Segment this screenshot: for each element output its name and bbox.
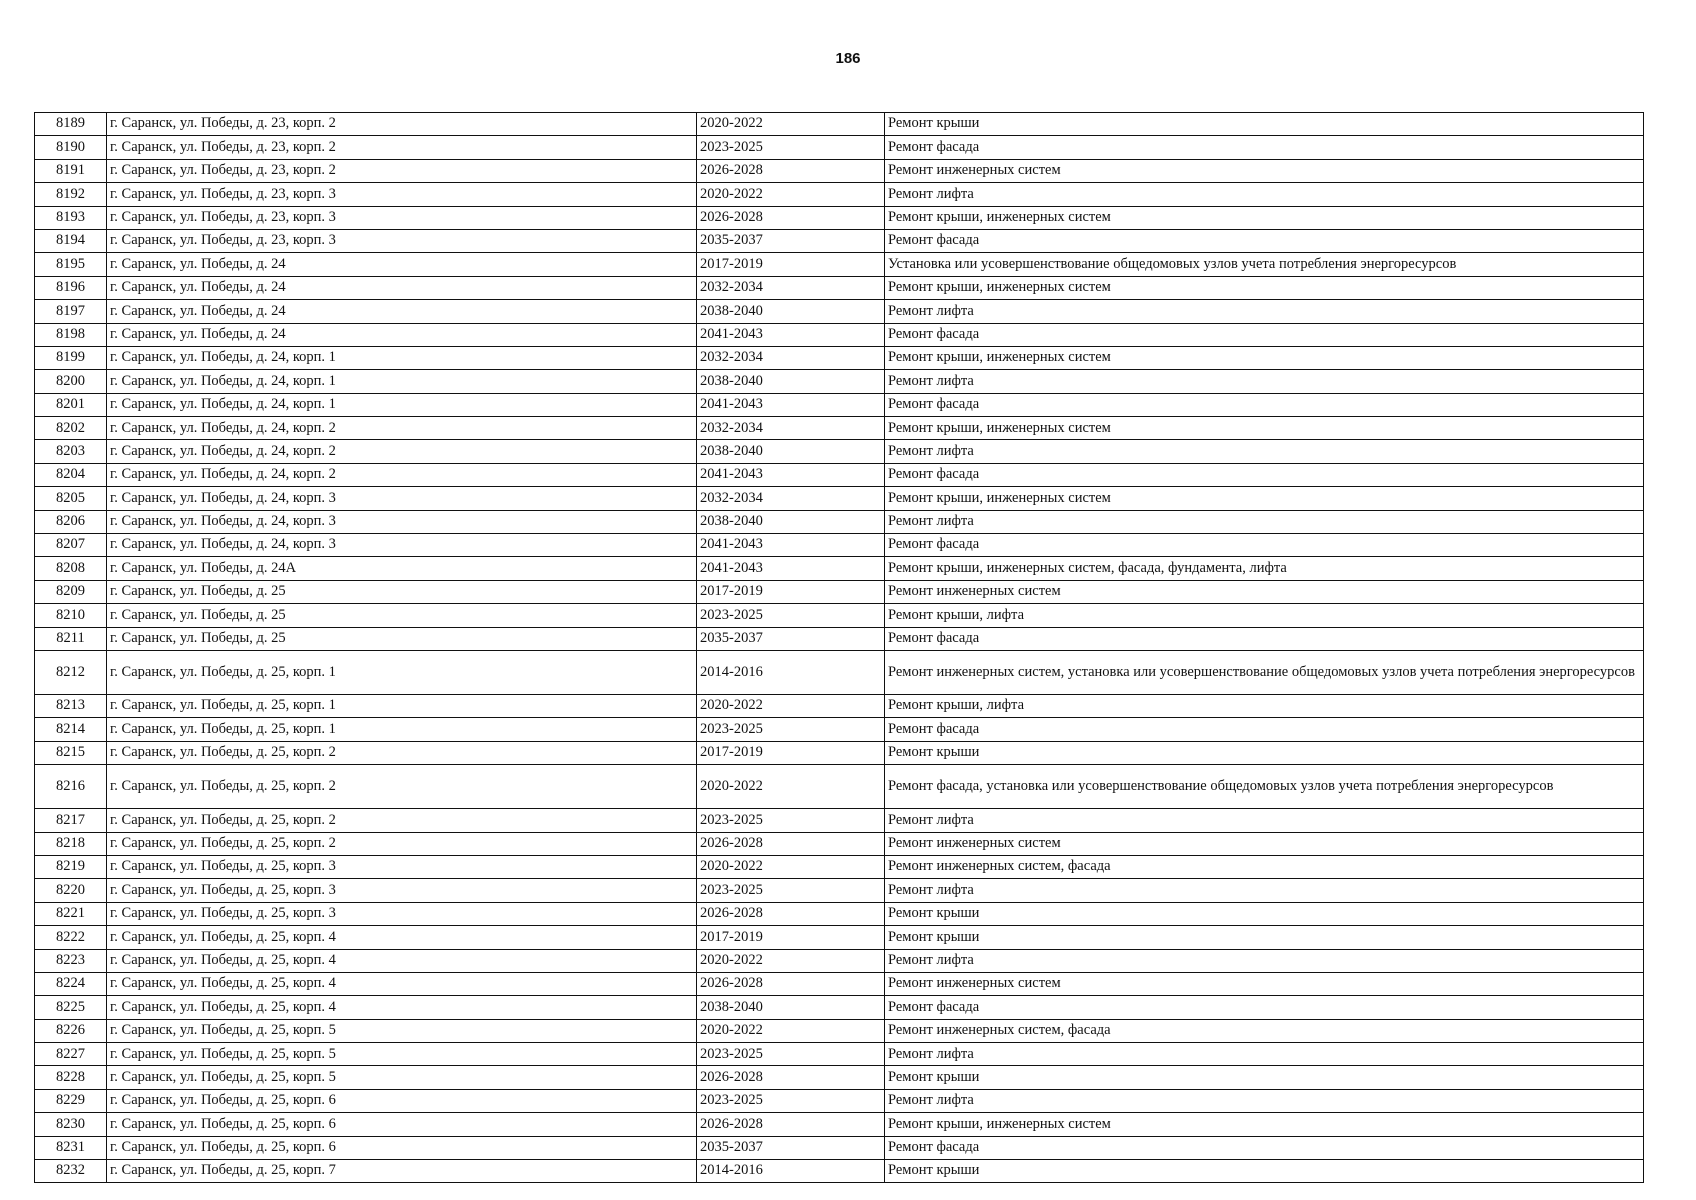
row-number-cell: 8224	[35, 972, 107, 995]
table-row	[35, 346, 1644, 369]
period-cell: 2032-2034	[697, 417, 885, 440]
work-type-cell: Ремонт крыши	[885, 113, 1644, 136]
row-number-cell: 8207	[35, 534, 107, 557]
row-number-cell: 8206	[35, 510, 107, 533]
period-cell: 2023-2025	[697, 1043, 885, 1066]
row-number-cell: 8230	[35, 1113, 107, 1136]
address-cell: г. Саранск, ул. Победы, д. 25, корп. 2	[107, 741, 697, 764]
row-number-cell: 8212	[35, 650, 107, 694]
work-type-cell: Ремонт лифта	[885, 183, 1644, 206]
work-type-cell: Ремонт инженерных систем	[885, 972, 1644, 995]
row-number-cell: 8189	[35, 113, 107, 136]
period-cell: 2014-2016	[697, 650, 885, 694]
table-row	[35, 183, 1644, 206]
work-type-cell: Ремонт лифта	[885, 440, 1644, 463]
period-cell: 2020-2022	[697, 113, 885, 136]
period-cell: 2020-2022	[697, 855, 885, 878]
address-cell: г. Саранск, ул. Победы, д. 23, корп. 2	[107, 136, 697, 159]
work-type-cell: Ремонт крыши, инженерных систем	[885, 276, 1644, 299]
work-type-cell: Ремонт фасада	[885, 1136, 1644, 1159]
table-row	[35, 534, 1644, 557]
row-number-cell: 8204	[35, 463, 107, 486]
period-cell: 2035-2037	[697, 1136, 885, 1159]
period-cell: 2032-2034	[697, 487, 885, 510]
table-row	[35, 300, 1644, 323]
address-cell: г. Саранск, ул. Победы, д. 24, корп. 2	[107, 417, 697, 440]
work-type-cell: Ремонт инженерных систем, фасада	[885, 1019, 1644, 1042]
period-cell: 2020-2022	[697, 694, 885, 717]
table-row	[35, 136, 1644, 159]
table-row	[35, 1043, 1644, 1066]
work-type-cell: Ремонт крыши	[885, 741, 1644, 764]
table-row	[35, 487, 1644, 510]
row-number-cell: 8199	[35, 346, 107, 369]
period-cell: 2041-2043	[697, 534, 885, 557]
period-cell: 2020-2022	[697, 949, 885, 972]
address-cell: г. Саранск, ул. Победы, д. 25, корп. 2	[107, 809, 697, 832]
row-number-cell: 8228	[35, 1066, 107, 1089]
row-number-cell: 8210	[35, 604, 107, 627]
row-number-cell: 8223	[35, 949, 107, 972]
period-cell: 2023-2025	[697, 809, 885, 832]
address-cell: г. Саранск, ул. Победы, д. 25, корп. 5	[107, 1066, 697, 1089]
row-number-cell: 8203	[35, 440, 107, 463]
row-number-cell: 8214	[35, 718, 107, 741]
row-number-cell: 8209	[35, 580, 107, 603]
table-row	[35, 604, 1644, 627]
table-row	[35, 832, 1644, 855]
work-type-cell: Ремонт инженерных систем	[885, 159, 1644, 182]
address-cell: г. Саранск, ул. Победы, д. 25, корп. 5	[107, 1043, 697, 1066]
work-type-cell: Ремонт фасада	[885, 229, 1644, 252]
period-cell: 2038-2040	[697, 300, 885, 323]
work-type-cell: Ремонт фасада	[885, 393, 1644, 416]
address-cell: г. Саранск, ул. Победы, д. 25, корп. 5	[107, 1019, 697, 1042]
row-number-cell: 8222	[35, 926, 107, 949]
address-cell: г. Саранск, ул. Победы, д. 24	[107, 323, 697, 346]
table-row	[35, 159, 1644, 182]
work-type-cell: Ремонт крыши, лифта	[885, 694, 1644, 717]
table-row	[35, 879, 1644, 902]
row-number-cell: 8216	[35, 765, 107, 809]
address-cell: г. Саранск, ул. Победы, д. 25, корп. 3	[107, 855, 697, 878]
work-type-cell: Ремонт крыши, инженерных систем	[885, 417, 1644, 440]
work-type-cell: Ремонт лифта	[885, 1089, 1644, 1112]
period-cell: 2020-2022	[697, 765, 885, 809]
row-number-cell: 8213	[35, 694, 107, 717]
work-type-cell: Ремонт фасада	[885, 463, 1644, 486]
table-row	[35, 1019, 1644, 1042]
table-row	[35, 902, 1644, 925]
table-row	[35, 1113, 1644, 1136]
table-row	[35, 557, 1644, 580]
row-number-cell: 8192	[35, 183, 107, 206]
table-row	[35, 694, 1644, 717]
period-cell: 2023-2025	[697, 718, 885, 741]
table-row	[35, 393, 1644, 416]
work-type-cell: Ремонт лифта	[885, 1043, 1644, 1066]
period-cell: 2041-2043	[697, 323, 885, 346]
period-cell: 2020-2022	[697, 1019, 885, 1042]
address-cell: г. Саранск, ул. Победы, д. 24	[107, 253, 697, 276]
row-number-cell: 8229	[35, 1089, 107, 1112]
work-type-cell: Ремонт лифта	[885, 809, 1644, 832]
row-number-cell: 8220	[35, 879, 107, 902]
table-row	[35, 996, 1644, 1019]
address-cell: г. Саранск, ул. Победы, д. 25, корп. 2	[107, 832, 697, 855]
table-row	[35, 949, 1644, 972]
work-type-cell: Ремонт лифта	[885, 370, 1644, 393]
table-row	[35, 113, 1644, 136]
table-row	[35, 1160, 1644, 1183]
address-cell: г. Саранск, ул. Победы, д. 25, корп. 3	[107, 879, 697, 902]
address-cell: г. Саранск, ул. Победы, д. 25	[107, 604, 697, 627]
period-cell: 2020-2022	[697, 183, 885, 206]
address-cell: г. Саранск, ул. Победы, д. 23, корп. 2	[107, 113, 697, 136]
row-number-cell: 8226	[35, 1019, 107, 1042]
row-number-cell: 8191	[35, 159, 107, 182]
row-number-cell: 8215	[35, 741, 107, 764]
period-cell: 2032-2034	[697, 276, 885, 299]
period-cell: 2041-2043	[697, 557, 885, 580]
row-number-cell: 8194	[35, 229, 107, 252]
address-cell: г. Саранск, ул. Победы, д. 24А	[107, 557, 697, 580]
address-cell: г. Саранск, ул. Победы, д. 23, корп. 3	[107, 183, 697, 206]
page-number: 186	[835, 50, 861, 67]
row-number-cell: 8227	[35, 1043, 107, 1066]
address-cell: г. Саранск, ул. Победы, д. 25, корп. 4	[107, 949, 697, 972]
work-type-cell: Ремонт инженерных систем	[885, 580, 1644, 603]
work-type-cell: Ремонт лифта	[885, 879, 1644, 902]
table-row	[35, 855, 1644, 878]
period-cell: 2017-2019	[697, 741, 885, 764]
work-type-cell: Ремонт лифта	[885, 510, 1644, 533]
address-cell: г. Саранск, ул. Победы, д. 24	[107, 276, 697, 299]
work-type-cell: Ремонт крыши, инженерных систем	[885, 487, 1644, 510]
work-type-cell: Ремонт инженерных систем	[885, 832, 1644, 855]
work-type-cell: Ремонт крыши, инженерных систем	[885, 346, 1644, 369]
address-cell: г. Саранск, ул. Победы, д. 25, корп. 3	[107, 902, 697, 925]
table-row	[35, 276, 1644, 299]
table-row	[35, 370, 1644, 393]
address-cell: г. Саранск, ул. Победы, д. 24, корп. 3	[107, 534, 697, 557]
row-number-cell: 8217	[35, 809, 107, 832]
period-cell: 2026-2028	[697, 206, 885, 229]
period-cell: 2026-2028	[697, 832, 885, 855]
address-cell: г. Саранск, ул. Победы, д. 25, корп. 6	[107, 1089, 697, 1112]
table-row	[35, 580, 1644, 603]
period-cell: 2035-2037	[697, 229, 885, 252]
address-cell: г. Саранск, ул. Победы, д. 25, корп. 1	[107, 718, 697, 741]
work-type-cell: Установка или усовершенствование общедомовых узлов учета потребления энергоресурсов	[885, 253, 1644, 276]
work-type-cell: Ремонт крыши, инженерных систем	[885, 206, 1644, 229]
table-row	[35, 323, 1644, 346]
table-body	[35, 113, 1644, 1183]
period-cell: 2023-2025	[697, 1089, 885, 1112]
address-cell: г. Саранск, ул. Победы, д. 23, корп. 2	[107, 159, 697, 182]
table-row	[35, 718, 1644, 741]
work-type-cell: Ремонт фасада, установка или усовершенствование общедомовых узлов учета потребления энергоресурсов	[885, 765, 1644, 809]
address-cell: г. Саранск, ул. Победы, д. 24, корп. 1	[107, 370, 697, 393]
work-type-cell: Ремонт крыши, инженерных систем	[885, 1113, 1644, 1136]
row-number-cell: 8201	[35, 393, 107, 416]
work-type-cell: Ремонт фасада	[885, 996, 1644, 1019]
row-number-cell: 8202	[35, 417, 107, 440]
period-cell: 2038-2040	[697, 440, 885, 463]
table-row	[35, 417, 1644, 440]
address-cell: г. Саранск, ул. Победы, д. 23, корп. 3	[107, 229, 697, 252]
table-row	[35, 1066, 1644, 1089]
period-cell: 2026-2028	[697, 159, 885, 182]
address-cell: г. Саранск, ул. Победы, д. 25, корп. 7	[107, 1160, 697, 1183]
period-cell: 2041-2043	[697, 393, 885, 416]
table-row	[35, 741, 1644, 764]
table-row	[35, 1089, 1644, 1112]
address-cell: г. Саранск, ул. Победы, д. 24, корп. 1	[107, 346, 697, 369]
work-type-cell: Ремонт фасада	[885, 323, 1644, 346]
work-type-cell: Ремонт крыши, инженерных систем, фасада, фундамента, лифта	[885, 557, 1644, 580]
row-number-cell: 8193	[35, 206, 107, 229]
row-number-cell: 8219	[35, 855, 107, 878]
work-type-cell: Ремонт крыши	[885, 926, 1644, 949]
table-row	[35, 972, 1644, 995]
work-type-cell: Ремонт лифта	[885, 300, 1644, 323]
row-number-cell: 8190	[35, 136, 107, 159]
table-row	[35, 809, 1644, 832]
table-row	[35, 765, 1644, 809]
address-cell: г. Саранск, ул. Победы, д. 25, корп. 6	[107, 1136, 697, 1159]
period-cell: 2038-2040	[697, 510, 885, 533]
address-cell: г. Саранск, ул. Победы, д. 24, корп. 1	[107, 393, 697, 416]
table-row	[35, 206, 1644, 229]
period-cell: 2038-2040	[697, 370, 885, 393]
table-row	[35, 627, 1644, 650]
period-cell: 2017-2019	[697, 580, 885, 603]
work-type-cell: Ремонт фасада	[885, 534, 1644, 557]
address-cell: г. Саранск, ул. Победы, д. 25, корп. 2	[107, 765, 697, 809]
table-row	[35, 463, 1644, 486]
work-type-cell: Ремонт инженерных систем, фасада	[885, 855, 1644, 878]
table-row	[35, 926, 1644, 949]
period-cell: 2014-2016	[697, 1160, 885, 1183]
period-cell: 2017-2019	[697, 926, 885, 949]
period-cell: 2023-2025	[697, 604, 885, 627]
period-cell: 2017-2019	[697, 253, 885, 276]
period-cell: 2026-2028	[697, 1113, 885, 1136]
table-row	[35, 440, 1644, 463]
period-cell: 2026-2028	[697, 902, 885, 925]
period-cell: 2026-2028	[697, 1066, 885, 1089]
address-cell: г. Саранск, ул. Победы, д. 25	[107, 580, 697, 603]
work-type-cell: Ремонт лифта	[885, 949, 1644, 972]
address-cell: г. Саранск, ул. Победы, д. 24, корп. 3	[107, 510, 697, 533]
row-number-cell: 8198	[35, 323, 107, 346]
row-number-cell: 8197	[35, 300, 107, 323]
period-cell: 2023-2025	[697, 136, 885, 159]
address-cell: г. Саранск, ул. Победы, д. 25, корп. 4	[107, 972, 697, 995]
address-cell: г. Саранск, ул. Победы, д. 25, корп. 1	[107, 694, 697, 717]
work-type-cell: Ремонт крыши, лифта	[885, 604, 1644, 627]
address-cell: г. Саранск, ул. Победы, д. 25, корп. 1	[107, 650, 697, 694]
row-number-cell: 8195	[35, 253, 107, 276]
period-cell: 2038-2040	[697, 996, 885, 1019]
row-number-cell: 8200	[35, 370, 107, 393]
work-type-cell: Ремонт фасада	[885, 718, 1644, 741]
period-cell: 2035-2037	[697, 627, 885, 650]
period-cell: 2032-2034	[697, 346, 885, 369]
row-number-cell: 8205	[35, 487, 107, 510]
address-cell: г. Саранск, ул. Победы, д. 25, корп. 6	[107, 1113, 697, 1136]
address-cell: г. Саранск, ул. Победы, д. 25	[107, 627, 697, 650]
work-type-cell: Ремонт инженерных систем, установка или усовершенствование общедомовых узлов учета потребления энергоресурсов	[885, 650, 1644, 694]
address-cell: г. Саранск, ул. Победы, д. 24, корп. 3	[107, 487, 697, 510]
address-cell: г. Саранск, ул. Победы, д. 24, корп. 2	[107, 463, 697, 486]
period-cell: 2026-2028	[697, 972, 885, 995]
table-row	[35, 1136, 1644, 1159]
period-cell: 2023-2025	[697, 879, 885, 902]
address-cell: г. Саранск, ул. Победы, д. 25, корп. 4	[107, 996, 697, 1019]
work-type-cell: Ремонт крыши	[885, 1160, 1644, 1183]
table-row	[35, 510, 1644, 533]
address-cell: г. Саранск, ул. Победы, д. 24	[107, 300, 697, 323]
work-type-cell: Ремонт крыши	[885, 1066, 1644, 1089]
work-type-cell: Ремонт фасада	[885, 627, 1644, 650]
repair-schedule-table	[34, 112, 1644, 1183]
row-number-cell: 8208	[35, 557, 107, 580]
row-number-cell: 8231	[35, 1136, 107, 1159]
table-row	[35, 650, 1644, 694]
row-number-cell: 8232	[35, 1160, 107, 1183]
row-number-cell: 8211	[35, 627, 107, 650]
address-cell: г. Саранск, ул. Победы, д. 24, корп. 2	[107, 440, 697, 463]
row-number-cell: 8196	[35, 276, 107, 299]
address-cell: г. Саранск, ул. Победы, д. 23, корп. 3	[107, 206, 697, 229]
table-row	[35, 253, 1644, 276]
work-type-cell: Ремонт крыши	[885, 902, 1644, 925]
period-cell: 2041-2043	[697, 463, 885, 486]
row-number-cell: 8221	[35, 902, 107, 925]
row-number-cell: 8218	[35, 832, 107, 855]
work-type-cell: Ремонт фасада	[885, 136, 1644, 159]
address-cell: г. Саранск, ул. Победы, д. 25, корп. 4	[107, 926, 697, 949]
table-row	[35, 229, 1644, 252]
row-number-cell: 8225	[35, 996, 107, 1019]
